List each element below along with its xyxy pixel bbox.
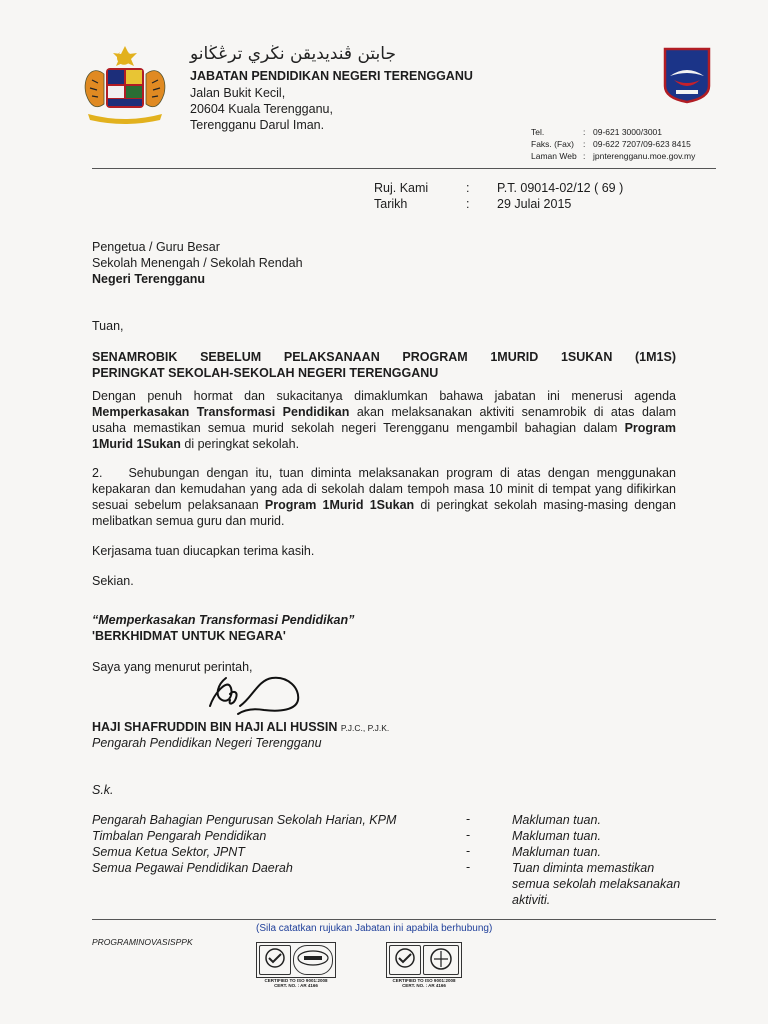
department-name: JABATAN PENDIDIKAN NEGERI TERENGGANU: [190, 69, 473, 83]
standards-malaysia-icon: [293, 945, 333, 975]
closing-line: Sekian.: [92, 574, 134, 588]
subject-line-1: SENAMROBIK SEBELUM PELAKSANAAN PROGRAM 1MURID 1SUKAN (1M1S): [92, 350, 676, 364]
contact-value: jpnterengganu.moe.gov.my: [593, 151, 696, 161]
contact-label: Tel.: [531, 127, 545, 137]
iso-cert-badge-1: CERTIFIED TO ISO 9001:2008 CERT. NO. : AR 4166: [256, 942, 336, 988]
iso-cert-badge-2: CERTIFIED TO ISO 9001:2008 CERT. NO. : AR 4166: [386, 942, 462, 988]
sk-note: Tuan diminta memastikan semua sekolah melaksanakan aktiviti.: [512, 861, 681, 907]
jawi-department-title: جابتن ڤنديديقن نڬري ترڠڬانو: [190, 44, 396, 64]
sk-recipient: Semua Pegawai Pendidikan Daerah: [92, 861, 293, 875]
contact-block: Tel. : 09-621 3000/3001 Faks. (Fax) : 09-622 7207/09-623 8415 Laman Web : jpnterengganu.moe.gov.my: [531, 127, 696, 161]
signatory-name: HAJI SHAFRUDDIN BIN HAJI ALI HUSSIN: [92, 720, 338, 734]
thanks-line: Kerjasama tuan diucapkan terima kasih.: [92, 544, 315, 558]
department-logo-icon: [662, 46, 712, 104]
header-divider: [92, 168, 716, 169]
footer-divider: [92, 919, 716, 920]
contact-label: Laman Web: [531, 151, 577, 161]
iqnet-icon: [423, 945, 459, 975]
address-line-1: Jalan Bukit Kecil,: [190, 86, 286, 100]
sirim-quality-icon: [389, 945, 421, 975]
paragraph-1: Dengan penuh hormat dan sukacitanya dimaklumkan bahawa jabatan ini menerusi agenda Memperkasakan Transformasi Pendidikan akan melaksanakan aktiviti senamrobik di atas dalam usaha memastikan semua murid sekolah negeri Terengganu mengambil bahagian dalam Program 1Murid 1Sukan di peringkat sekolah.: [92, 389, 676, 451]
sk-label: S.k.: [92, 783, 114, 797]
sk-recipient: Semua Ketua Sektor, JPNT: [92, 845, 245, 859]
motto-line-2: 'BERKHIDMAT UNTUK NEGARA': [92, 629, 286, 643]
contact-value: 09-622 7207/09-623 8415: [593, 139, 691, 149]
handwritten-signature-icon: [200, 670, 310, 720]
recipient-line-1: Pengetua / Guru Besar: [92, 240, 220, 254]
subject-line-2: PERINGKAT SEKOLAH-SEKOLAH NEGERI TERENGGANU: [92, 366, 439, 380]
salutation: Tuan,: [92, 319, 124, 333]
tarikh-value: 29 Julai 2015: [497, 197, 572, 211]
ruj-value: P.T. 09014-02/12 ( 69 ): [497, 181, 624, 195]
footer-code: PROGRAMINOVASISPPK: [92, 937, 193, 947]
sk-note: Makluman tuan.: [512, 829, 601, 843]
address-line-2: 20604 Kuala Terengganu,: [190, 102, 333, 116]
paragraph-2: 2. Sehubungan dengan itu, tuan diminta melaksanakan program di atas dengan menggunakan kepakaran dan kemudahan yang ada di sekolah dalam tempoh masa 10 minit di tempat yang difikirkan sesuai sebelum pelaksanaan Program 1Murid 1Sukan di peringkat sekolah masing-masing dengan melibatkan semua guru dan murid.: [92, 466, 676, 528]
recipient-line-3: Negeri Terengganu: [92, 272, 205, 286]
tarikh-label: Tarikh: [374, 197, 408, 211]
contact-label: Faks. (Fax): [531, 139, 574, 149]
jata-negara-crest-icon: [74, 44, 176, 128]
sk-recipient: Timbalan Pengarah Pendidikan: [92, 829, 267, 843]
motto-line-1: “Memperkasakan Transformasi Pendidikan”: [92, 613, 355, 627]
footer-note: (Sila catatkan rujukan Jabatan ini apabila berhubung): [256, 923, 493, 934]
contact-value: 09-621 3000/3001: [593, 127, 663, 137]
signatory-position: Pengarah Pendidikan Negeri Terengganu: [92, 736, 322, 750]
sk-note: Makluman tuan.: [512, 813, 601, 827]
ruj-label: Ruj. Kami: [374, 181, 429, 195]
recipient-line-2: Sekolah Menengah / Sekolah Rendah: [92, 256, 303, 270]
signatory: [92, 719, 676, 736]
address-line-3: Terengganu Darul Iman.: [190, 118, 325, 132]
sirim-quality-icon: [259, 945, 291, 975]
sk-note: Makluman tuan.: [512, 845, 601, 859]
sk-recipient: Pengarah Bahagian Pengurusan Sekolah Harian, KPM: [92, 813, 397, 827]
signatory-honours: P.J.C., P.J.K.: [340, 723, 390, 733]
signature-intro: Saya yang menurut perintah,: [92, 660, 253, 674]
